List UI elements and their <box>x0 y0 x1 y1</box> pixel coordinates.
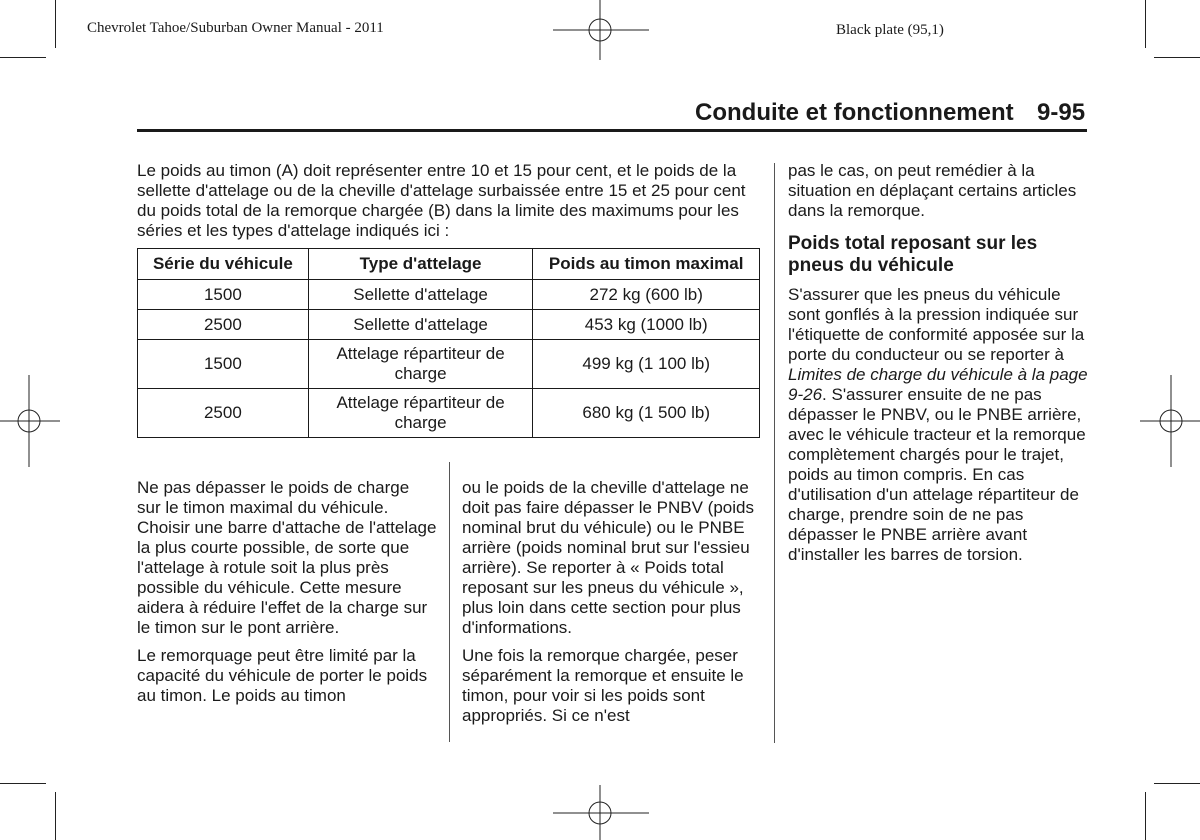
column-middle <box>462 478 762 734</box>
paragraph-text: . S'assurer ensuite de ne pas dépasser le PNBV, ou le PNBE arrière, avec le véhicule tracteur et la remorque complètement chargés pour le trajet, poids au timon compris. En cas d'utilisation d'un attelage répartiteur de charge, prendre soin de ne pas dépasser le PNBE arrière avant d'installer les barres de torsion. <box>788 385 1086 564</box>
table-row <box>138 310 760 340</box>
table-header-row <box>138 249 760 280</box>
paragraph: Le remorquage peut être limité par la capacité du véhicule de porter le poids au timon. Le poids au timon <box>137 646 428 705</box>
table-row <box>138 340 760 389</box>
registration-mark-right <box>1140 375 1200 467</box>
table-row <box>138 280 760 310</box>
section-title: Conduite et fonctionnement <box>695 99 1014 126</box>
registration-mark-top <box>553 0 649 60</box>
table-cell: 1500 <box>138 340 309 389</box>
column-left <box>137 478 437 714</box>
crop-mark <box>55 792 56 840</box>
crop-mark <box>0 57 46 58</box>
table-cell: 499 kg (1 100 lb) <box>533 340 760 389</box>
table-cell: Sellette d'attelage <box>308 310 533 340</box>
header-plate: Black plate (95,1) <box>836 22 944 38</box>
table-header-hitch-type: Type d'attelage <box>308 249 533 280</box>
crop-mark <box>1154 57 1200 58</box>
column-right <box>788 161 1088 573</box>
table-cell: 2500 <box>138 310 309 340</box>
column-divider <box>774 163 775 743</box>
intro-text: Le poids au timon (A) doit représenter entre 10 et 15 pour cent, et le poids de la sellette d'attelage ou de la cheville d'attelage surbaissée entre 15 et 25 pour cent du poids total de la remorque chargée (B) dans la limite des maximums pour les séries et les types d'attelage indiqués ici : <box>137 161 746 240</box>
table-cell: 2500 <box>138 389 309 438</box>
header-manual-title: Chevrolet Tahoe/Suburban Owner Manual - 2011 <box>87 20 384 36</box>
paragraph: Ne pas dépasser le poids de charge sur le timon maximal du véhicule. Choisir une barre d'attache de l'attelage la plus courte possible, de sorte que l'attelage à rotule soit la plus près possible du véhicule. Cette mesure aidera à réduire l'effet de la charge sur le timon sur le pont arrière. <box>137 478 437 637</box>
subsection-heading: Poids total reposant sur les pneus du véhicule <box>788 233 1038 276</box>
table-cell: 1500 <box>138 280 309 310</box>
registration-mark-left <box>0 375 60 467</box>
registration-mark-bottom <box>553 785 649 840</box>
column-divider <box>449 462 450 742</box>
intro-paragraph <box>137 161 757 249</box>
table-cell: Attelage répartiteur de charge <box>308 340 533 389</box>
table-row <box>138 389 760 438</box>
table-cell: Attelage répartiteur de charge <box>308 389 533 438</box>
page-number: 9-95 <box>1037 99 1086 126</box>
crop-mark <box>55 0 56 48</box>
title-rule <box>137 129 1087 132</box>
crop-mark <box>0 783 46 784</box>
paragraph: ou le poids de la cheville d'attelage ne doit pas faire dépasser le PNBV (poids nominal brut du véhicule) ou le PNBE arrière (poids nominal brut sur l'essieu arrière). Se reporter à « Poids total reposant sur les pneus du véhicule », plus loin dans cette section pour plus d'informations. <box>462 478 754 637</box>
cross-reference-link[interactable]: Limites de charge du véhicule à la page 9-26 <box>788 365 1088 404</box>
crop-mark <box>1145 792 1146 840</box>
crop-mark <box>1154 783 1200 784</box>
paragraph-text: S'assurer que les pneus du véhicule sont gonflés à la pression indiquée sur l'étiquette de conformité apposée sur la porte du conducteur ou se reporter à <box>788 285 1085 364</box>
crop-mark <box>1145 0 1146 48</box>
paragraph: pas le cas, on peut remédier à la situation en déplaçant certains articles dans la remorque. <box>788 161 1077 220</box>
tongue-weight-table <box>137 248 760 438</box>
table-cell: 453 kg (1000 lb) <box>533 310 760 340</box>
table-cell: 272 kg (600 lb) <box>533 280 760 310</box>
table-header-max-tongue-weight: Poids au timon maximal <box>533 249 760 280</box>
table-cell: Sellette d'attelage <box>308 280 533 310</box>
paragraph <box>788 285 1088 565</box>
table-cell: 680 kg (1 500 lb) <box>533 389 760 438</box>
paragraph: Une fois la remorque chargée, peser séparément la remorque et ensuite le timon, pour voir si les poids sont appropriés. Si ce n'est <box>462 646 744 725</box>
table-header-series: Série du véhicule <box>138 249 309 280</box>
